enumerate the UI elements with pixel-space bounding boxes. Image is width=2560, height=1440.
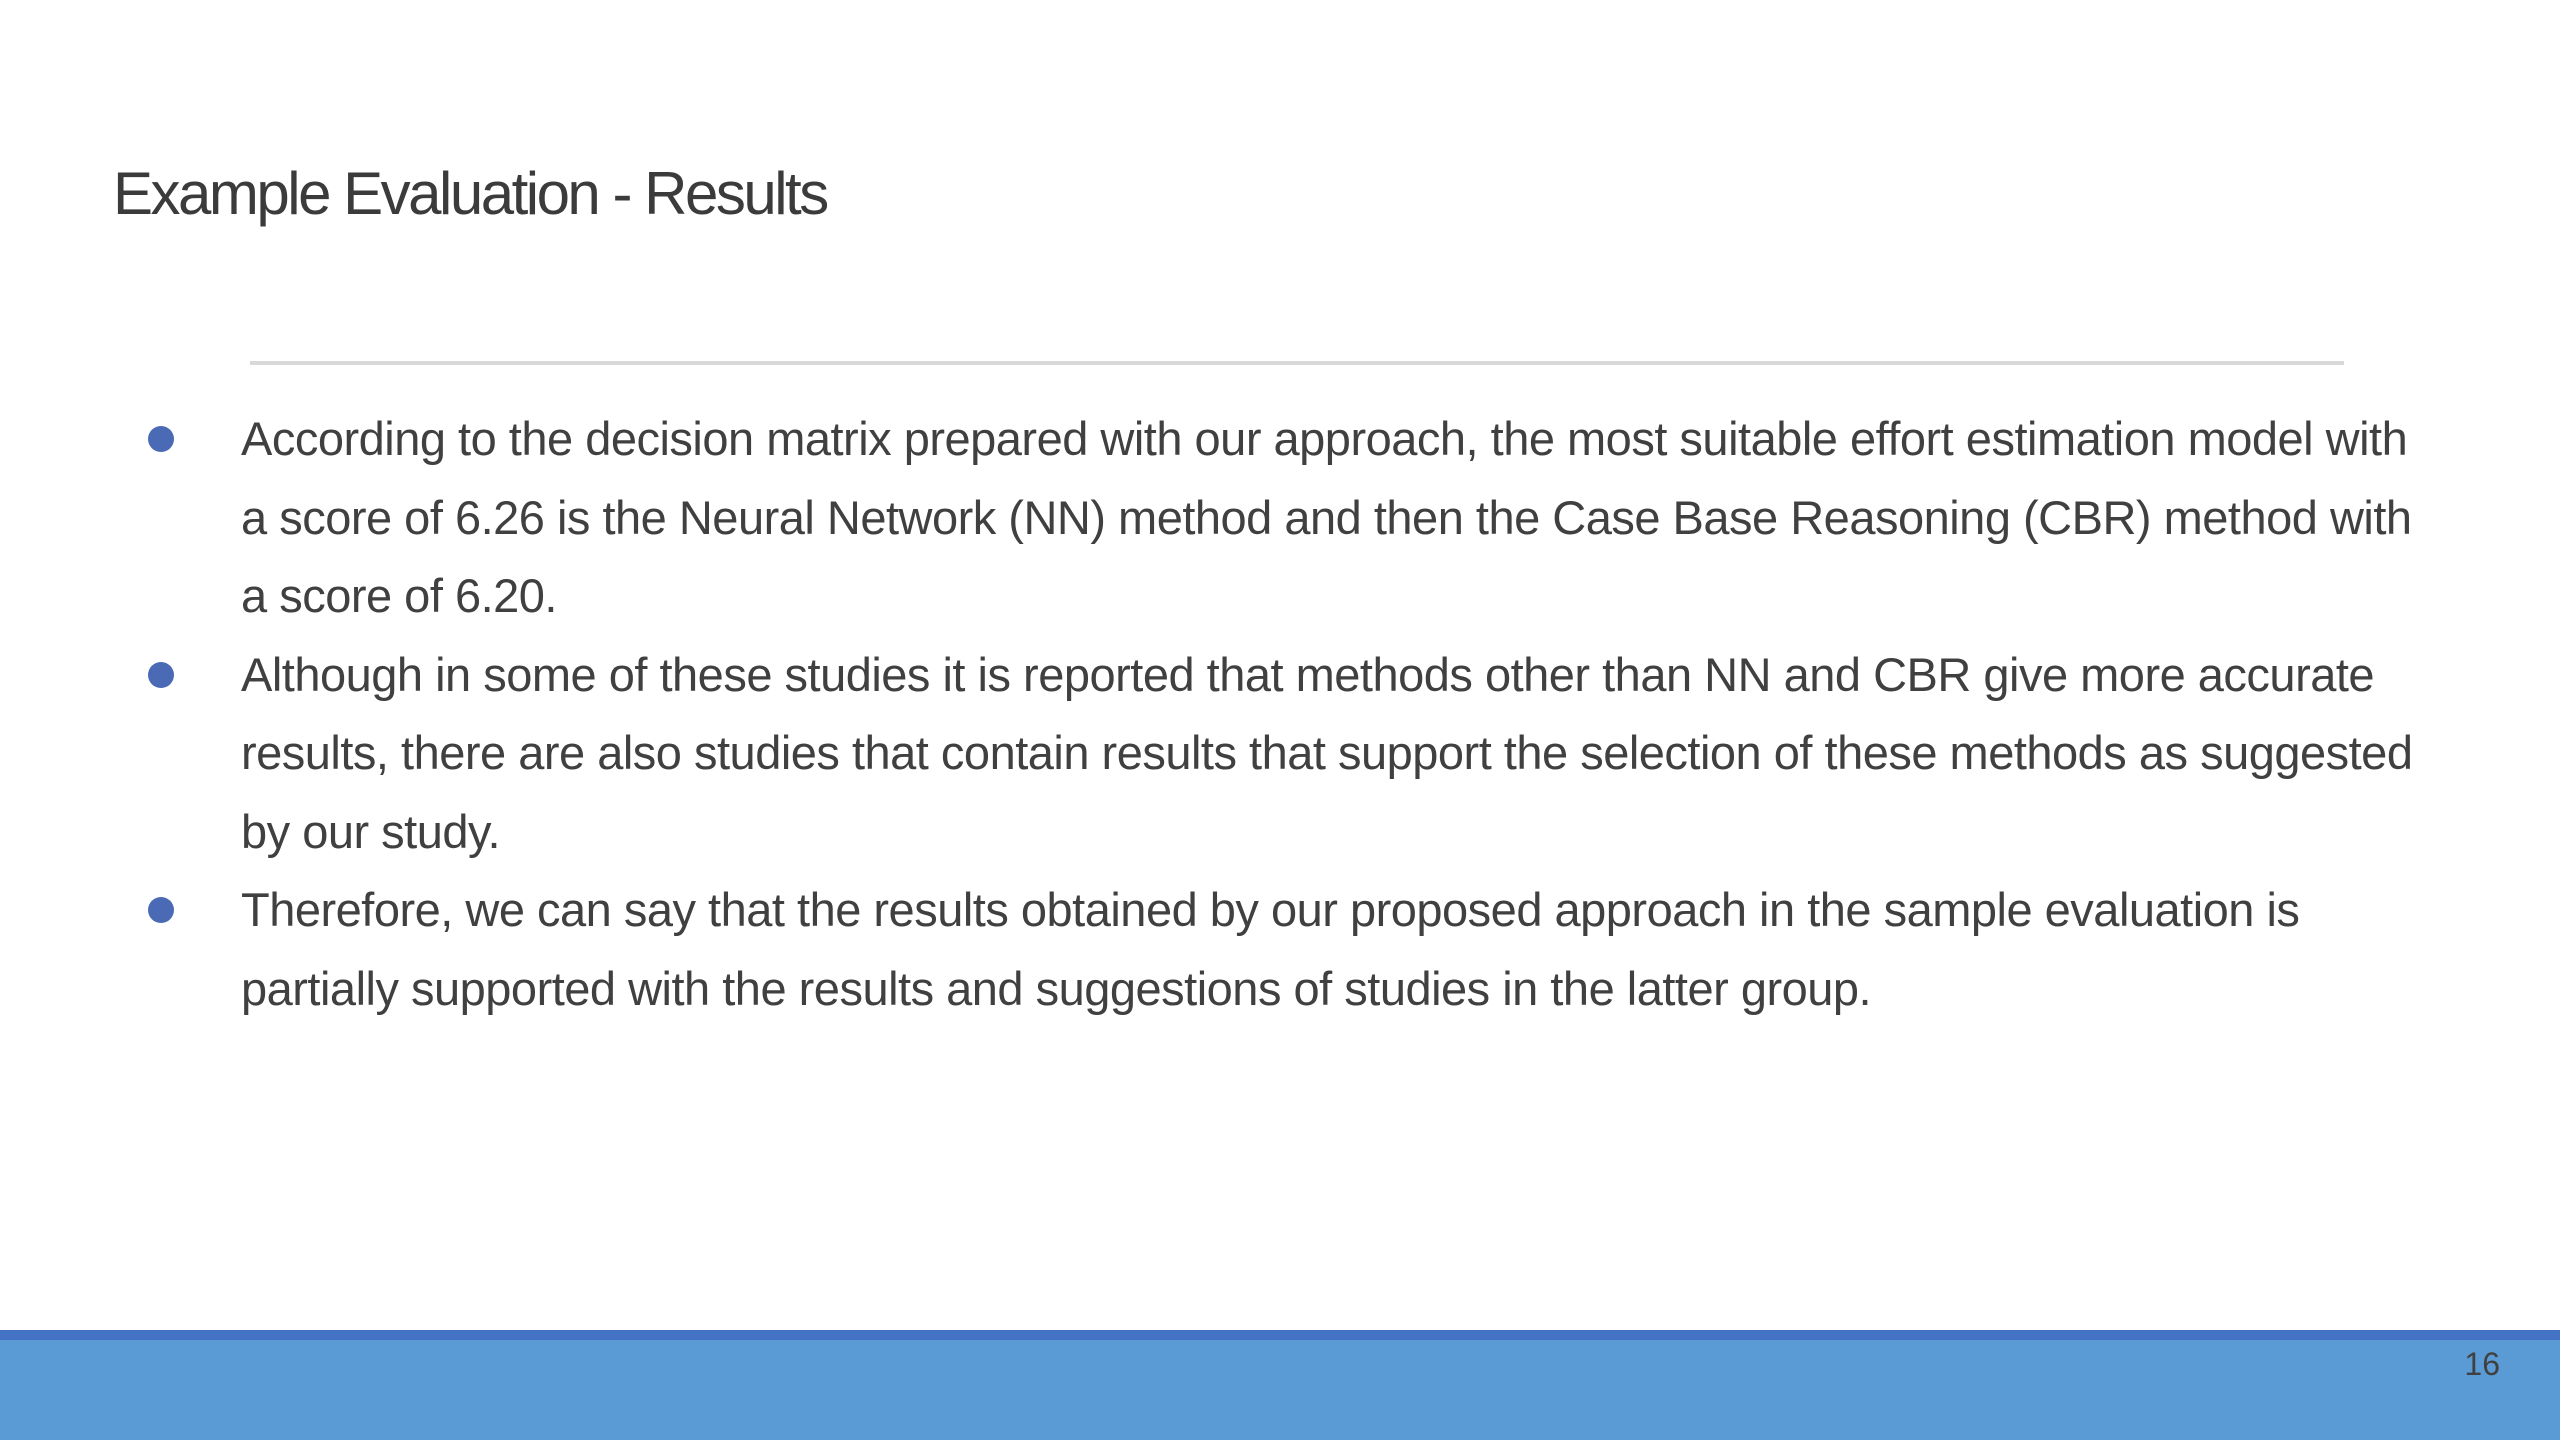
title-divider xyxy=(250,361,2344,365)
footer-accent-line xyxy=(0,1330,2560,1340)
bullet-text: Although in some of these studies it is reported that methods other than NN and CBR give more accurate results, there are also studies that contain results that support the selection of these methods as suggested by our study. xyxy=(241,647,2413,858)
bullet-item xyxy=(140,636,2440,872)
bullet-dot-icon xyxy=(148,897,174,923)
bullet-list xyxy=(140,400,2440,1028)
bullet-text: According to the decision matrix prepared with our approach, the most suitable effort estimation model with a score of 6.26 is the Neural Network (NN) method and then the Case Base Reasoning (CBR) method with a score of 6.20. xyxy=(241,412,2412,622)
slide-number: 16 xyxy=(2464,1346,2500,1382)
slide-title: Example Evaluation - Results xyxy=(113,160,827,227)
bullet-text: Therefore, we can say that the results obtained by our proposed approach in the sample evaluation is partially supported with the results and suggestions of studies in the latter group. xyxy=(241,883,2300,1015)
bullet-item xyxy=(140,871,2440,1028)
bullet-dot-icon xyxy=(148,426,174,452)
bullet-dot-icon xyxy=(148,662,174,688)
footer-bar xyxy=(0,1340,2560,1440)
bullet-item xyxy=(140,400,2440,636)
